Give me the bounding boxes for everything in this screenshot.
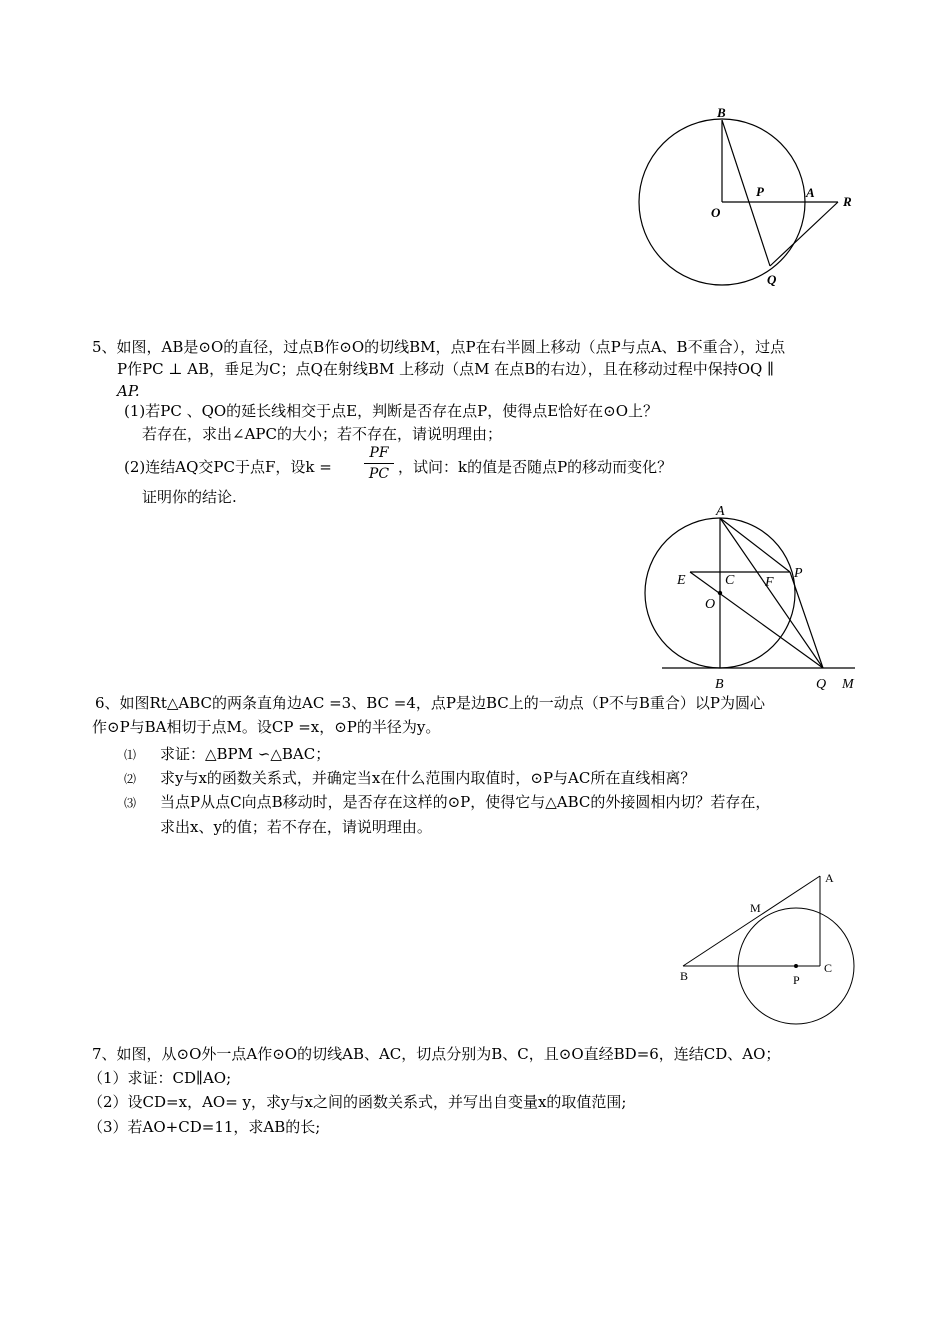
label-o-2: O [705, 597, 716, 612]
problem6-line2: 作⊙P与BA相切于点M。设CP =x，⊙P的半径为y。 [92, 718, 441, 736]
problem6-item3-num: ⑶ [124, 796, 137, 810]
label-a: A [806, 185, 815, 200]
problem6-item3-text: 当点P从点C向点B移动时，是否存在这样的⊙P，使得它与△ABC的外接圆相内切？若存在， [160, 793, 771, 811]
fraction-pf-pc [364, 444, 394, 483]
figure-circle-tangent-2 [630, 500, 870, 695]
problem6-item2-num: ⑵ [124, 772, 137, 786]
figure-circle-tangent-1 [600, 95, 880, 295]
fraction-bar [364, 463, 394, 464]
problem5-line1: 5、如图，AB是⊙O的直径，过点B作⊙O的切线BM，点P在右半圆上移动（点P与点A、B不重合），过点 [92, 338, 786, 356]
problem5-q2-suffix: ，试问：k的值是否随点P的移动而变化？ [398, 458, 673, 476]
problem5-q1-line1: (1)若PC 、QO的延长线相交于点E，判断是否存在点P，使得点E恰好在⊙O上？ [124, 402, 659, 420]
label-b-2: B [715, 677, 724, 692]
problem7-q2: （2）设CD=x，AO= y，求y与x之间的函数关系式，并写出自变量x的取值范围; [88, 1093, 627, 1111]
segment-eq [690, 572, 823, 668]
label-p-2: P [794, 566, 803, 581]
segment-aq [720, 518, 823, 668]
problem5-q2-prefix: (2)连结AQ交PC于点F，设k = [124, 458, 332, 476]
problem5-q1-line2: 若存在，求出∠APC的大小；若不存在，请说明理由； [142, 425, 502, 443]
problem6-item2-text: 求y与x的函数关系式，并确定当x在什么范围内取值时，⊙P与AC所在直线相离？ [160, 769, 696, 787]
label-r: R [843, 194, 852, 209]
label-a-3: A [825, 871, 834, 885]
label-q-2: Q [816, 677, 827, 692]
label-e-2: E [677, 573, 686, 588]
fraction-denominator: PC [368, 466, 390, 482]
problem7-line1: 7、如图，从⊙O外一点A作⊙O的切线AB、AC，切点分别为B、C，且⊙O直经BD=6，连结CD、AO； [92, 1045, 781, 1063]
label-b-3: B [680, 969, 689, 983]
label-m-2: M [842, 677, 854, 692]
problem6-item3-line2: 求出x、y的值；若不存在，请说明理由。 [160, 818, 432, 836]
problem5-line3: AP. [117, 382, 140, 400]
problem7-q1: （1）求证：CD∥AO; [88, 1069, 232, 1087]
problem6-item1-text: 求证：△BPM ∽△BAC； [160, 745, 331, 763]
center-dot-o [718, 591, 722, 595]
point-p-dot [794, 964, 798, 968]
figure-right-triangle [670, 860, 870, 1030]
label-p: P [756, 184, 764, 199]
problem6-line1: 6、如图Rt△ABC的两条直角边AC =3、BC =4，点P是边BC上的一动点（P不与B重合）以P为圆心 [95, 694, 765, 712]
label-o: O [711, 205, 721, 220]
problem6-item1-num: ⑴ [124, 748, 137, 762]
side-ab [683, 876, 820, 966]
label-p-3: P [793, 973, 800, 987]
label-b: B [717, 105, 726, 120]
segment-pq [790, 572, 823, 668]
fraction-numerator: PF [369, 445, 389, 461]
problem5-line2: P作PC ⊥ AB，垂足为C；点Q在射线BM 上移动（点M 在点B的右边），且在移动过程中保持OQ ∥ [117, 360, 775, 378]
problem7-q3: （3）若AO+CD=11，求AB的长; [88, 1118, 321, 1136]
label-a-2: A [716, 504, 725, 519]
label-f-2: F [765, 575, 774, 590]
label-c-2: C [725, 573, 735, 588]
label-c-3: C [824, 961, 833, 975]
label-m-3: M [750, 901, 761, 915]
problem5-q2-line2: 证明你的结论. [142, 488, 237, 506]
label-q: Q [767, 272, 777, 287]
